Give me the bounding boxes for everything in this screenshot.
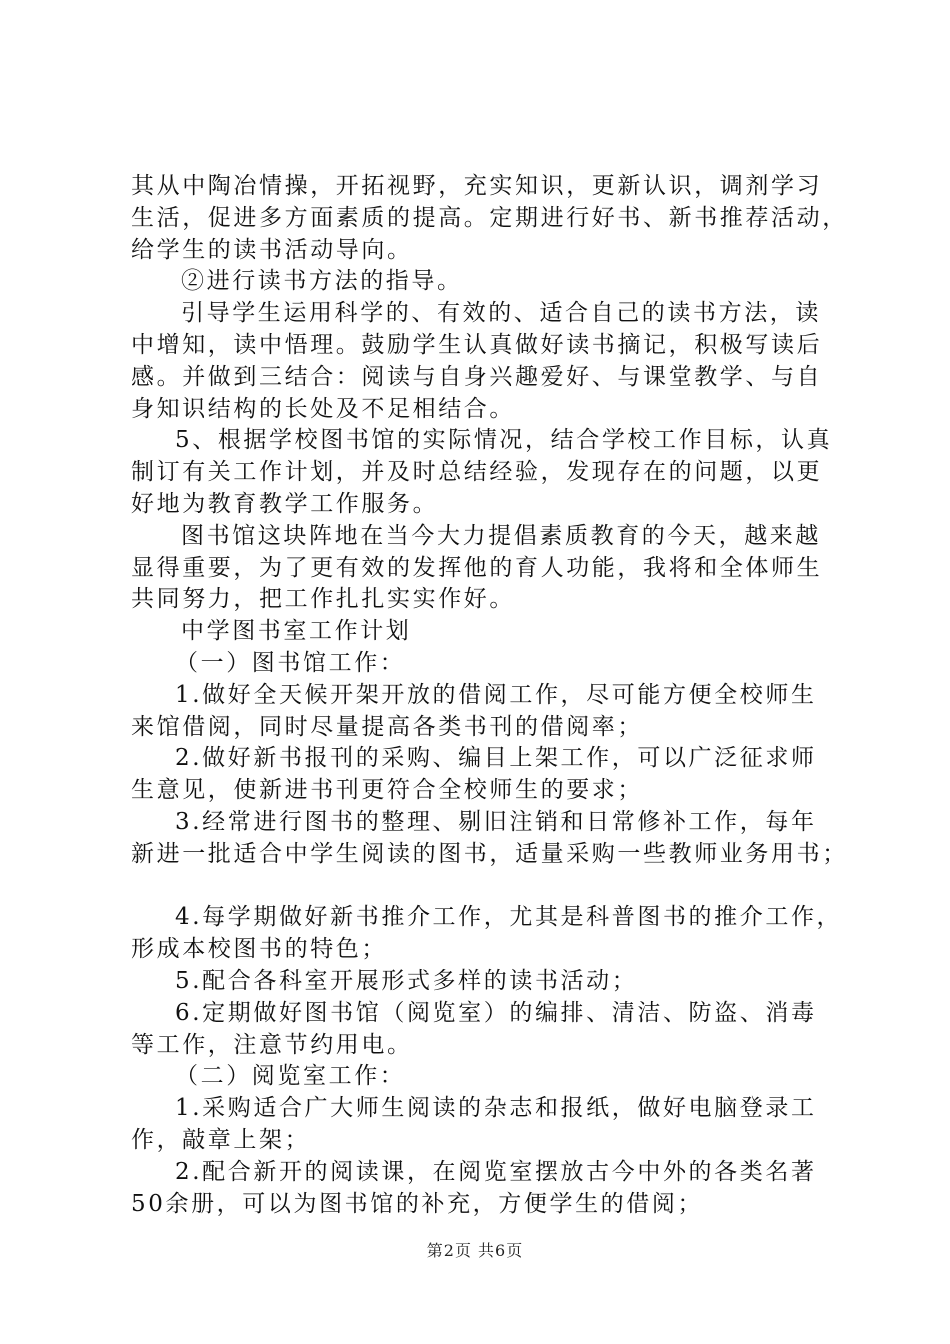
page-footer: 第2页 共6页 bbox=[426, 1241, 524, 1260]
text-line: 图书馆这块阵地在当今大力提倡素质教育的今天，越来越 bbox=[181, 522, 821, 549]
text-line: 制订有关工作计划，并及时总结经验，发现存在的问题，以更 bbox=[131, 459, 823, 486]
text-line: 共同努力，把工作扎扎实实作好。 bbox=[131, 586, 515, 613]
text-line: 其从中陶冶情操，开拓视野，充实知识，更新认识，调剂学习 bbox=[131, 173, 823, 199]
text-line: 给学生的读书活动导向。 bbox=[131, 236, 413, 263]
text-line: 生活，促进多方面素质的提高。定期进行好书、新书推荐活动， bbox=[131, 204, 848, 231]
text-line: 作，敲章上架； bbox=[131, 1126, 311, 1153]
text-line: 新进一批适合中学生阅读的图书，适量采购一些教师业务用书； bbox=[131, 840, 848, 867]
text-line: 6.定期做好图书馆（阅览室）的编排、清洁、防盗、消毒 bbox=[175, 999, 817, 1026]
section-heading: （二）阅览室工作： bbox=[175, 1063, 406, 1090]
text-line: 感。并做到三结合：阅读与自身兴趣爱好、与课堂教学、与自 bbox=[131, 363, 823, 390]
section-title: 中学图书室工作计划 bbox=[181, 618, 412, 645]
text-line: 1.做好全天候开架开放的借阅工作，尽可能方便全校师生 bbox=[175, 681, 817, 708]
document-body bbox=[131, 171, 848, 1220]
text-line: 身知识结构的长处及不足相结合。 bbox=[131, 395, 515, 422]
text-line: 4.每学期做好新书推介工作，尤其是科普图书的推介工作， bbox=[175, 904, 843, 931]
text-line: 好地为教育教学工作服务。 bbox=[131, 490, 439, 517]
section-heading: （一）图书馆工作： bbox=[175, 649, 406, 676]
text-line: 生意见，使新进书刊更符合全校师生的要求； bbox=[131, 777, 643, 804]
text-line: 显得重要，为了更有效的发挥他的育人功能，我将和全体师生 bbox=[131, 554, 823, 581]
text-line: 3.经常进行图书的整理、剔旧注销和日常修补工作，每年 bbox=[175, 808, 817, 835]
text-line: 等工作，注意节约用电。 bbox=[131, 1031, 413, 1058]
text-line: 1.采购适合广大师生阅读的杂志和报纸，做好电脑登录工 bbox=[175, 1095, 817, 1122]
text-line: 50余册，可以为图书馆的补充，方便学生的借阅； bbox=[131, 1190, 704, 1217]
text-line: 引导学生运用科学的、有效的、适合自己的读书方法，读 bbox=[181, 300, 821, 327]
text-line: 2.配合新开的阅读课，在阅览室摆放古今中外的各类名著 bbox=[175, 1158, 817, 1185]
text-line: 5、根据学校图书馆的实际情况，结合学校工作目标，认真 bbox=[175, 427, 833, 454]
text-line: 2.做好新书报刊的采购、编目上架工作，可以广泛征求师 bbox=[175, 745, 817, 772]
text-line: 中增知，读中悟理。鼓励学生认真做好读书摘记，积极写读后 bbox=[131, 331, 823, 358]
blank-line bbox=[131, 871, 831, 903]
text-line: 来馆借阅，同时尽量提高各类书刊的借阅率； bbox=[131, 713, 643, 740]
text-line: 5.配合各科室开展形式多样的读书活动； bbox=[175, 967, 638, 994]
text-line: ②进行读书方法的指导。 bbox=[181, 268, 463, 295]
text-line: 形成本校图书的特色； bbox=[131, 936, 387, 963]
